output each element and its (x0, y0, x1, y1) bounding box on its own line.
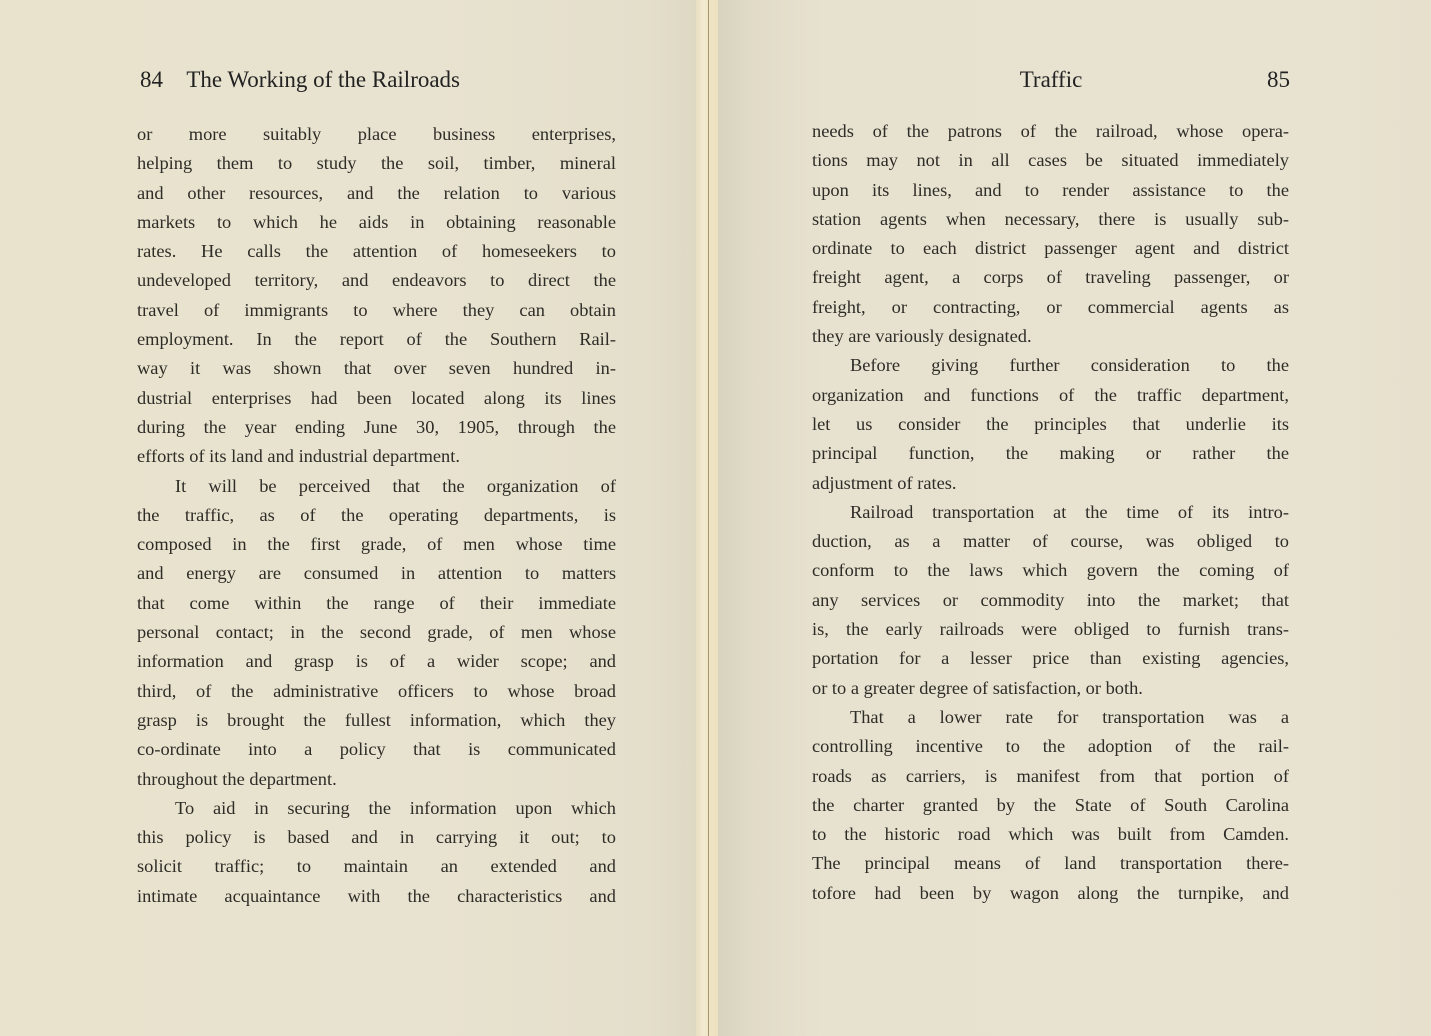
text-line: principal function, the making or rather the (812, 443, 1289, 464)
text-line: third, of the administrative officers to whose broad (137, 680, 616, 701)
text-line: grasp is brought the fullest information, which they (137, 709, 616, 730)
text-line: helping them to study the soil, timber, mineral (137, 153, 616, 174)
text-line: let us consider the principles that underlie its (812, 413, 1289, 434)
text-line: way it was shown that over seven hundred in- (137, 358, 616, 379)
text-line: upon its lines, and to render assistance to the (812, 179, 1289, 200)
text-line: freight, or contracting, or commercial agents as (812, 296, 1289, 317)
text-line: travel of immigrants to where they can obtain (137, 299, 616, 320)
text-line: tions may not in all cases be situated immediately (812, 150, 1289, 171)
text-line: this policy is based and in carrying it out; to (137, 827, 616, 848)
text-line: It will be perceived that the organization of (175, 475, 616, 496)
text-line: or more suitably place business enterprises, (137, 124, 616, 144)
text-line: rates. He calls the attention of homeseekers to (137, 241, 616, 262)
text-line: solicit traffic; to maintain an extended and (137, 856, 616, 877)
text-line: or to a greater degree of satisfaction, or both. (812, 677, 1143, 698)
text-line: efforts of its land and industrial department. (137, 446, 460, 467)
text-line: Railroad transportation at the time of its intro- (850, 501, 1289, 522)
left-page (0, 0, 702, 1036)
text-line: and energy are consumed in attention to matters (137, 563, 616, 584)
text-line: roads as carriers, is manifest from that portion of (812, 765, 1289, 786)
text-line: Before giving further consideration to the (850, 355, 1289, 376)
text-line: To aid in securing the information upon which (175, 797, 616, 818)
text-line: throughout the department. (137, 768, 337, 789)
text-line: needs of the patrons of the railroad, whose opera- (812, 121, 1289, 141)
text-line: duction, as a matter of course, was obliged to (812, 531, 1289, 552)
text-line: conform to the laws which govern the coming of (812, 560, 1289, 581)
page-number-left: 84 (140, 67, 163, 92)
text-line: is, the early railroads were obliged to furnish trans- (812, 619, 1289, 640)
text-line: employment. In the report of the Southern Rail- (137, 329, 616, 350)
text-line: any services or commodity into the market; that (812, 589, 1289, 610)
left-page-body (137, 120, 616, 911)
text-line: undeveloped territory, and endeavors to direct the (137, 270, 616, 291)
running-title-right: Traffic (1019, 67, 1083, 92)
right-page-body (812, 117, 1289, 908)
text-line: that come within the range of their immediate (137, 592, 616, 613)
left-running-head (140, 62, 620, 98)
text-line: personal contact; in the second grade, of men whose (137, 622, 616, 643)
text-line: the charter granted by the State of South Carolina (812, 794, 1289, 815)
text-line: information and grasp is of a wider scope; and (137, 651, 616, 672)
text-line: to the historic road which was built from Camden. (812, 824, 1289, 845)
text-line: during the year ending June 30, 1905, through the (137, 416, 616, 437)
text-line: and other resources, and the relation to various (137, 182, 616, 203)
text-line: markets to which he aids in obtaining reasonable (137, 211, 616, 232)
text-line: tofore had been by wagon along the turnpike, and (812, 882, 1289, 903)
page-number-right: 85 (1267, 67, 1290, 92)
text-line: they are variously designated. (812, 326, 1032, 347)
text-line: freight agent, a corps of traveling passenger, or (812, 267, 1289, 288)
text-line: The principal means of land transportation there- (812, 853, 1289, 874)
text-line: adjustment of rates. (812, 472, 957, 493)
text-line: intimate acquaintance with the characteristics and (137, 885, 616, 906)
text-line: station agents when necessary, there is usually sub- (812, 208, 1289, 229)
text-line: co-ordinate into a policy that is communicated (137, 739, 616, 760)
page-fold-line (708, 0, 709, 1036)
text-line: portation for a lesser price than existing agencies, (812, 648, 1289, 669)
text-line: That a lower rate for transportation was a (850, 706, 1289, 727)
text-line: the traffic, as of the operating departments, is (137, 504, 616, 525)
running-title-left: The Working of the Railroads (186, 67, 461, 92)
text-line: controlling incentive to the adoption of the rail- (812, 736, 1289, 757)
right-running-head (812, 62, 1290, 98)
text-line: dustrial enterprises had been located along its lines (137, 387, 616, 408)
text-line: ordinate to each district passenger agent and district (812, 238, 1289, 259)
text-line: composed in the first grade, of men whose time (137, 534, 616, 555)
text-line: organization and functions of the traffic department, (812, 384, 1289, 405)
